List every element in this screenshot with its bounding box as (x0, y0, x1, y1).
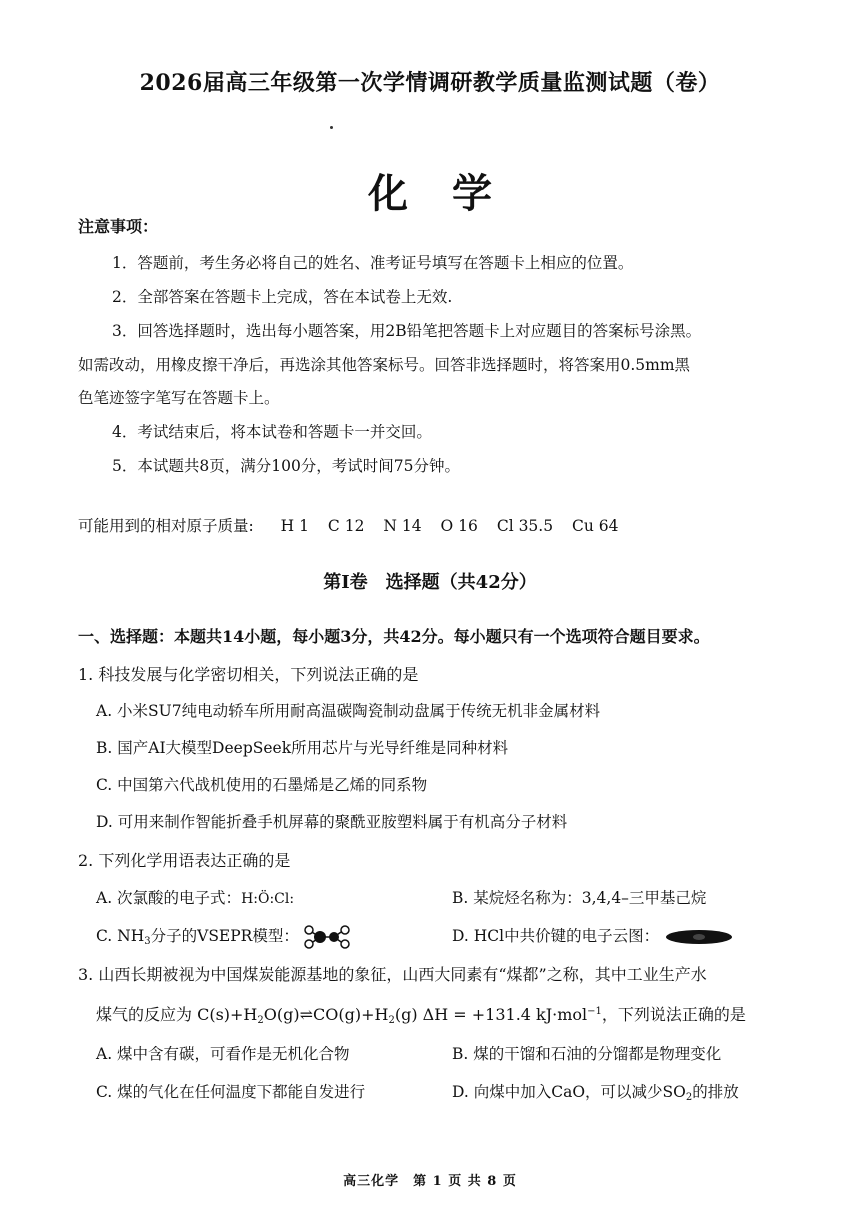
question-1-option-a: A. 小米SU7纯电动轿车所用耐高温碳陶瓷制动盘属于传统无机非金属材料 (96, 702, 601, 720)
question-1-option-d: D. 可用来制作智能折叠手机屏幕的聚酰亚胺塑料属于有机高分子材料 (96, 813, 568, 831)
question-2-option-d (452, 924, 734, 947)
notice-heading: 注意事项： (78, 217, 159, 236)
nh3-subscript: 3 (144, 936, 151, 947)
notice-item-1: 1．答题前，考生务必将自己的姓名、准考证号填写在答题卡上相应的位置。 (112, 254, 634, 272)
question-1-option-c: C. 中国第六代战机使用的石墨烯是乙烯的同系物 (96, 776, 428, 794)
question-2-stem: 2. 下列化学用语表达正确的是 (78, 851, 291, 870)
atomic-mass-cl: Cl 35.5 (496, 517, 554, 535)
question-2-option-c-prefix: C. NH (96, 927, 145, 945)
atomic-mass-cu: Cu 64 (572, 517, 619, 535)
question-3-option-d-prefix: D. 向煤中加入CaO，可以减少SO (452, 1083, 686, 1101)
reaction-part-c: (g) ΔH = +131.4 kJ·mol (394, 1005, 588, 1024)
question-3-option-d-suffix: 的排放 (692, 1083, 739, 1101)
page-footer: 高三化学 第 1 页 共 8 页 (343, 1174, 517, 1189)
part-heading: 一、选择题：本题共14小题，每小题3分，共42分。每小题只有一个选项符合题目要求。 (78, 627, 710, 646)
notice-item-4: 4．考试结束后，将本试卷和答题卡一并交回。 (112, 423, 432, 441)
mol-superscript: −1 (587, 1006, 602, 1017)
notice-item-5: 5．本试题共8页，满分100分，考试时间75分钟。 (112, 457, 461, 475)
h2o-subscript: 2 (257, 1015, 264, 1026)
reaction-part-b: O(g)⇌CO(g)+H (263, 1005, 389, 1024)
question-3-option-a: A. 煤中含有碳，可看作是无机化合物 (96, 1045, 350, 1063)
vsepr-model-icon (304, 924, 350, 950)
electron-cloud-icon (664, 927, 734, 947)
exam-title: 2026届高三年级第一次学情调研教学质量监测试题（卷） (139, 70, 721, 96)
question-2-option-a (96, 886, 294, 908)
h2-subscript: 2 (388, 1015, 395, 1026)
question-3-option-c: C. 煤的气化在任何温度下都能自发进行 (96, 1083, 366, 1101)
question-2-option-a-text: A. 次氯酸的电子式： (96, 889, 242, 907)
atomic-mass-c: C 12 (327, 517, 365, 535)
atomic-mass-h: H 1 (280, 517, 309, 535)
atomic-mass-o: O 16 (440, 517, 478, 535)
atomic-mass-n: N 14 (383, 517, 422, 535)
question-3-option-b: B. 煤的干馏和石油的分馏都是物理变化 (452, 1045, 722, 1063)
question-3-option-d (452, 1080, 739, 1103)
question-3-stem-line2 (96, 1002, 746, 1026)
question-1-stem: 1. 科技发展与化学密切相关，下列说法正确的是 (78, 665, 419, 684)
so2-subscript: 2 (685, 1092, 693, 1103)
hclo-electron-formula: H:Ö:Cl: (241, 891, 295, 907)
section-title: 第Ⅰ卷 选择题（共42分） (323, 572, 537, 593)
question-2-option-b: B. 某烷烃名称为：3,4,4–三甲基己烷 (452, 889, 707, 907)
print-dot (330, 126, 333, 129)
notice-item-3-cont2: 色笔迹签字笔写在答题卡上。 (78, 389, 280, 407)
question-2-option-c-suffix: 分子的VSEPR模型： (150, 927, 299, 945)
notice-item-2: 2．全部答案在答题卡上完成，答在本试卷上无效. (112, 288, 453, 306)
question-3-stem-line1: 3. 山西长期被视为中国煤炭能源基地的象征，山西大同素有“煤都”之称，其中工业生产水 (78, 965, 707, 984)
atomic-mass-label: 可能用到的相对原子质量: (78, 517, 254, 535)
reaction-part-d: ，下列说法正确的是 (601, 1005, 746, 1024)
question-1-option-b: B. 国产AI大模型DeepSeek所用芯片与光导纤维是同种材料 (96, 739, 509, 757)
notice-item-3: 3．回答选择题时，选出每小题答案，用2B铅笔把答题卡上对应题目的答案标号涂黑。 (112, 322, 702, 340)
question-2-option-c (96, 924, 350, 950)
atomic-mass-line (78, 514, 633, 536)
reaction-part-a: 煤气的反应为 C(s)+H (96, 1005, 258, 1024)
notice-item-3-cont: 如需改动，用橡皮擦干净后，再选涂其他答案标号。回答非选择题时，将答案用0.5mm黑 (78, 356, 691, 374)
question-2-option-d-text: D. HCl中共价键的电子云图： (452, 927, 660, 945)
subject-title: 化学 (368, 170, 536, 217)
